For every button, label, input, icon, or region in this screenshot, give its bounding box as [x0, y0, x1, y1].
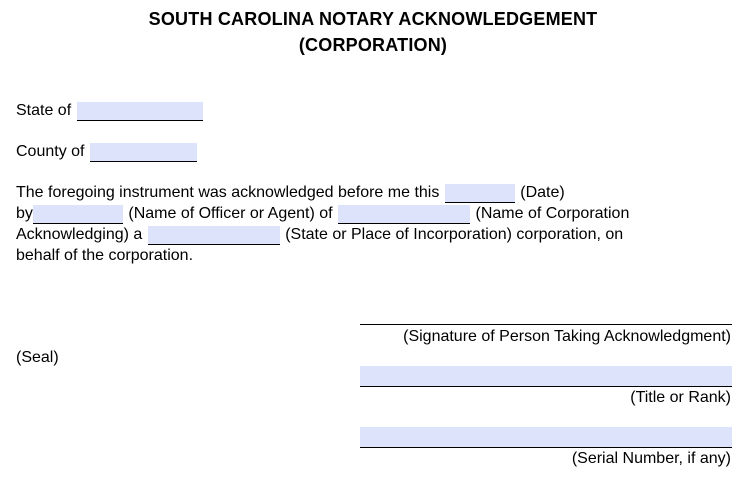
body-line-1	[16, 182, 565, 203]
state-row	[16, 100, 204, 121]
title-rank-field[interactable]	[360, 366, 732, 387]
county-row	[16, 141, 198, 162]
body-line-2	[16, 203, 629, 224]
acknowledging-text: Acknowledging) a	[16, 226, 143, 243]
body-line-1-text: The foregoing instrument was acknowledged before me this	[16, 184, 440, 201]
by-label: by	[16, 205, 33, 222]
body-line-4: behalf of the corporation.	[16, 247, 194, 264]
form-subtitle: (CORPORATION)	[298, 35, 448, 55]
signature-line[interactable]	[360, 324, 732, 325]
form-title: SOUTH CAROLINA NOTARY ACKNOWLEDGEMENT	[148, 9, 598, 29]
date-field[interactable]	[445, 184, 515, 203]
serial-number-label: (Serial Number, if any)	[571, 450, 731, 467]
signature-label: (Signature of Person Taking Acknowledgment)	[403, 328, 731, 345]
state-field[interactable]	[77, 102, 203, 121]
body-line-3	[16, 224, 623, 245]
title-rank-label: (Title or Rank)	[630, 389, 731, 406]
officer-field[interactable]	[33, 205, 123, 224]
county-field[interactable]	[90, 143, 197, 162]
serial-number-field[interactable]	[360, 427, 732, 448]
state-label: State of	[16, 102, 72, 119]
corporation-field[interactable]	[338, 205, 470, 224]
county-label: County of	[16, 143, 85, 160]
date-caption: (Date)	[520, 184, 565, 201]
officer-caption: (Name of Officer or Agent) of	[128, 205, 333, 222]
corporation-caption: (Name of Corporation	[475, 205, 630, 222]
seal-label: (Seal)	[16, 349, 59, 366]
incorporation-caption: (State or Place of Incorporation) corporation, on	[285, 226, 624, 243]
state-of-incorporation-field[interactable]	[148, 226, 280, 245]
